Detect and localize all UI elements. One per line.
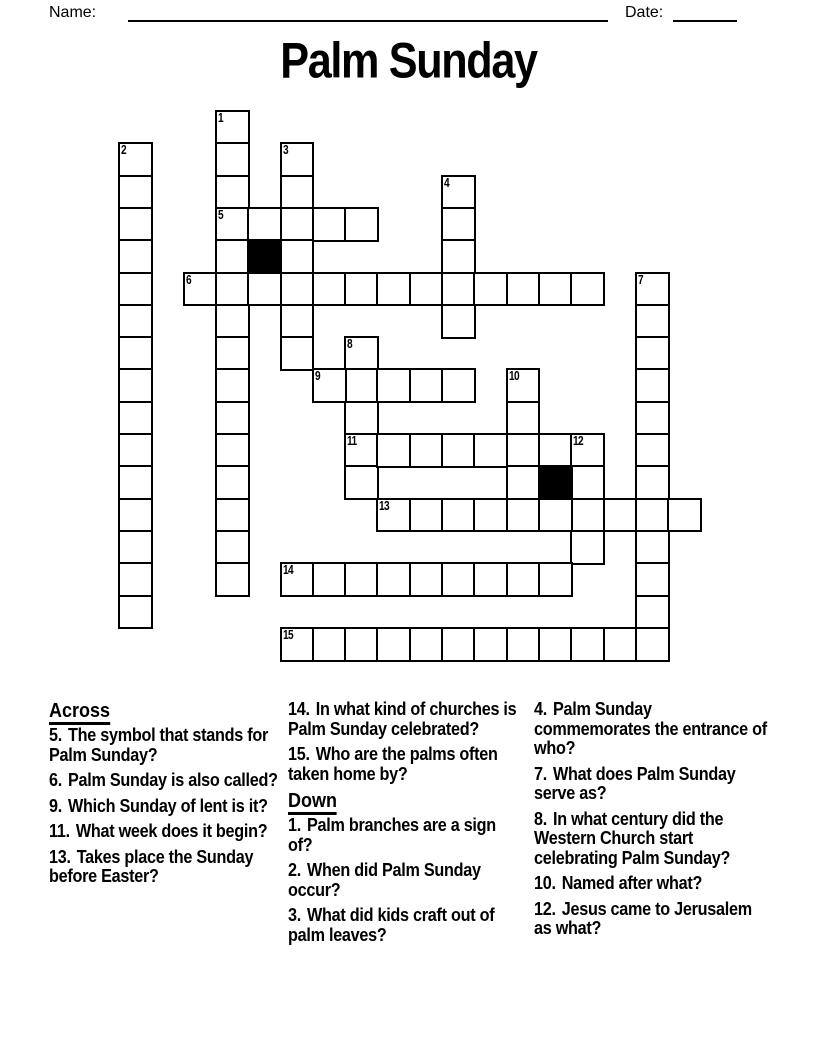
answer-cell[interactable] bbox=[118, 595, 153, 630]
answer-cell[interactable] bbox=[280, 142, 315, 177]
answer-cell[interactable] bbox=[312, 562, 347, 597]
clue: 12. Jesus came to Jerusalem as what? bbox=[534, 898, 752, 938]
answer-cell[interactable] bbox=[118, 562, 153, 597]
clue: 4. Palm Sunday commemorates the entrance of who? bbox=[534, 699, 767, 758]
answer-cell[interactable] bbox=[635, 627, 670, 662]
answer-cell[interactable] bbox=[118, 272, 153, 307]
answer-cell[interactable] bbox=[118, 498, 153, 533]
answer-cell[interactable] bbox=[344, 401, 379, 436]
clue: 3. What did kids craft out of palm leaves? bbox=[288, 905, 495, 945]
answer-cell[interactable] bbox=[506, 465, 541, 500]
answer-cell[interactable] bbox=[441, 368, 476, 403]
answer-cell[interactable] bbox=[118, 304, 153, 339]
answer-cell[interactable] bbox=[473, 498, 508, 533]
clue-number: 4. bbox=[534, 699, 547, 719]
answer-cell[interactable] bbox=[441, 272, 476, 307]
answer-cell[interactable] bbox=[280, 304, 315, 339]
answer-cell[interactable] bbox=[635, 272, 670, 307]
answer-cell[interactable] bbox=[118, 175, 153, 210]
clue-number: 14. bbox=[288, 699, 310, 719]
answer-cell[interactable] bbox=[538, 498, 573, 533]
answer-cell[interactable] bbox=[409, 272, 444, 307]
answer-cell[interactable] bbox=[635, 465, 670, 500]
name-label: Name: bbox=[49, 4, 97, 21]
answer-cell[interactable] bbox=[506, 368, 541, 403]
answer-cell[interactable] bbox=[280, 207, 315, 242]
answer-cell[interactable] bbox=[506, 433, 541, 468]
answer-cell[interactable] bbox=[538, 272, 573, 307]
clue-column-3 bbox=[534, 700, 794, 945]
answer-cell[interactable] bbox=[441, 175, 476, 210]
clue-number: 9. bbox=[49, 795, 62, 816]
cell-number: 11 bbox=[347, 433, 357, 448]
answer-cell[interactable] bbox=[344, 368, 379, 403]
clue: 7. What does Palm Sunday serve as? bbox=[534, 763, 736, 803]
answer-cell[interactable] bbox=[215, 239, 250, 274]
answer-cell[interactable] bbox=[473, 433, 508, 468]
cell-number: 2 bbox=[121, 142, 127, 158]
clue-section-heading-label: Across bbox=[49, 700, 110, 725]
clue: 2. When did Palm Sunday occur? bbox=[288, 860, 481, 900]
answer-cell[interactable] bbox=[635, 562, 670, 597]
clue-number: 1. bbox=[288, 815, 301, 835]
date-blank-line[interactable] bbox=[673, 20, 737, 22]
answer-cell[interactable] bbox=[215, 562, 250, 597]
answer-cell[interactable] bbox=[376, 433, 411, 468]
answer-cell[interactable] bbox=[506, 401, 541, 436]
cell-number: 8 bbox=[347, 336, 353, 352]
answer-cell[interactable] bbox=[215, 304, 250, 339]
answer-cell[interactable] bbox=[473, 272, 508, 307]
answer-cell[interactable] bbox=[441, 304, 476, 339]
answer-cell[interactable] bbox=[215, 207, 250, 242]
answer-cell[interactable] bbox=[312, 627, 347, 662]
crossword-grid bbox=[118, 110, 702, 662]
answer-cell[interactable] bbox=[215, 175, 250, 210]
answer-cell[interactable] bbox=[215, 530, 250, 565]
clue: 5. The symbol that stands for Palm Sunday? bbox=[49, 725, 269, 765]
answer-cell[interactable] bbox=[215, 368, 250, 403]
clue-section-heading-label: Down bbox=[288, 790, 337, 815]
clue-column-2 bbox=[288, 700, 548, 951]
clue-number: 12. bbox=[534, 898, 556, 919]
answer-cell[interactable] bbox=[183, 272, 218, 307]
answer-cell[interactable] bbox=[441, 239, 476, 274]
answer-cell[interactable] bbox=[635, 433, 670, 468]
clue: 9. Which Sunday of lent is it? bbox=[49, 795, 268, 816]
date-label: Date: bbox=[625, 4, 664, 21]
cell-number: 7 bbox=[637, 271, 643, 287]
answer-cell[interactable] bbox=[506, 562, 541, 597]
answer-cell[interactable] bbox=[506, 627, 541, 662]
answer-cell[interactable] bbox=[280, 239, 315, 274]
answer-cell[interactable] bbox=[118, 207, 153, 242]
answer-cell[interactable] bbox=[280, 175, 315, 210]
answer-cell[interactable] bbox=[441, 562, 476, 597]
answer-cell[interactable] bbox=[635, 498, 670, 533]
answer-cell[interactable] bbox=[409, 562, 444, 597]
answer-cell[interactable] bbox=[215, 433, 250, 468]
answer-cell[interactable] bbox=[215, 465, 250, 500]
clue-number: 11. bbox=[49, 821, 70, 841]
clue: 15. Who are the palms often taken home by? bbox=[288, 744, 498, 784]
answer-cell[interactable] bbox=[635, 595, 670, 630]
answer-cell[interactable] bbox=[344, 336, 379, 371]
blocked-cell bbox=[538, 465, 573, 500]
cell-number: 15 bbox=[282, 626, 293, 642]
answer-cell[interactable] bbox=[635, 368, 670, 403]
answer-cell[interactable] bbox=[376, 368, 411, 403]
answer-cell[interactable] bbox=[409, 368, 444, 403]
answer-cell[interactable] bbox=[603, 627, 638, 662]
cell-number: 4 bbox=[444, 174, 450, 190]
answer-cell[interactable] bbox=[312, 368, 347, 403]
answer-cell[interactable] bbox=[215, 110, 250, 145]
cell-number: 10 bbox=[508, 368, 519, 384]
answer-cell[interactable] bbox=[247, 272, 282, 307]
answer-cell[interactable] bbox=[506, 272, 541, 307]
answer-cell[interactable] bbox=[570, 627, 605, 662]
answer-cell[interactable] bbox=[473, 562, 508, 597]
clue-section-heading bbox=[49, 700, 283, 722]
cell-number: 3 bbox=[282, 142, 288, 158]
cell-number: 6 bbox=[185, 271, 191, 287]
answer-cell[interactable] bbox=[215, 498, 250, 533]
cell-number: 9 bbox=[314, 368, 320, 384]
clue-number: 15. bbox=[288, 744, 310, 764]
title-container bbox=[0, 34, 816, 88]
answer-cell[interactable] bbox=[280, 272, 315, 307]
answer-cell[interactable] bbox=[344, 207, 379, 242]
answer-cell[interactable] bbox=[344, 562, 379, 597]
answer-cell[interactable] bbox=[215, 272, 250, 307]
cell-number: 12 bbox=[573, 433, 584, 448]
name-blank-line[interactable] bbox=[128, 20, 608, 22]
answer-cell[interactable] bbox=[344, 627, 379, 662]
answer-cell[interactable] bbox=[312, 272, 347, 307]
answer-cell[interactable] bbox=[215, 142, 250, 177]
clue: 1. Palm branches are a sign of? bbox=[288, 815, 496, 855]
answer-cell[interactable] bbox=[118, 368, 153, 403]
clue: 6. Palm Sunday is also called? bbox=[49, 770, 278, 790]
clue: 8. In what century did the Western Church start celebrating Palm Sunday? bbox=[534, 808, 731, 868]
clue-number: 2. bbox=[288, 860, 301, 880]
clue: 10. Named after what? bbox=[534, 873, 703, 893]
answer-cell[interactable] bbox=[409, 498, 444, 533]
answer-cell[interactable] bbox=[506, 498, 541, 533]
cell-number: 14 bbox=[282, 562, 293, 578]
clue: 11. What week does it begin? bbox=[49, 821, 268, 841]
clue-number: 13. bbox=[49, 846, 71, 867]
answer-cell[interactable] bbox=[376, 498, 411, 533]
answer-cell[interactable] bbox=[280, 336, 315, 371]
answer-cell[interactable] bbox=[441, 207, 476, 242]
answer-cell[interactable] bbox=[473, 627, 508, 662]
answer-cell[interactable] bbox=[118, 433, 153, 468]
answer-cell[interactable] bbox=[344, 433, 379, 468]
answer-cell[interactable] bbox=[441, 627, 476, 662]
answer-cell[interactable] bbox=[280, 627, 315, 662]
answer-cell[interactable] bbox=[635, 304, 670, 339]
answer-cell[interactable] bbox=[215, 336, 250, 371]
clue-section-heading bbox=[288, 790, 522, 812]
cell-number: 1 bbox=[217, 110, 223, 125]
clue-number: 3. bbox=[288, 905, 301, 925]
answer-cell[interactable] bbox=[570, 433, 605, 468]
answer-cell[interactable] bbox=[538, 627, 573, 662]
answer-cell[interactable] bbox=[538, 562, 573, 597]
answer-cell[interactable] bbox=[376, 627, 411, 662]
clue-number: 7. bbox=[534, 763, 547, 784]
answer-cell[interactable] bbox=[344, 272, 379, 307]
answer-cell[interactable] bbox=[376, 562, 411, 597]
answer-cell[interactable] bbox=[570, 530, 605, 565]
clue-number: 8. bbox=[534, 808, 547, 829]
answer-cell[interactable] bbox=[312, 207, 347, 242]
clue-number: 6. bbox=[49, 770, 62, 790]
answer-cell[interactable] bbox=[441, 498, 476, 533]
answer-cell[interactable] bbox=[635, 530, 670, 565]
answer-cell[interactable] bbox=[635, 401, 670, 436]
cell-number: 13 bbox=[379, 497, 390, 513]
answer-cell[interactable] bbox=[603, 498, 638, 533]
answer-cell[interactable] bbox=[409, 627, 444, 662]
answer-cell[interactable] bbox=[376, 272, 411, 307]
answer-cell[interactable] bbox=[570, 465, 605, 500]
answer-cell[interactable] bbox=[667, 498, 702, 533]
answer-cell[interactable] bbox=[344, 465, 379, 500]
page-title: Palm Sunday bbox=[279, 34, 537, 90]
answer-cell[interactable] bbox=[441, 433, 476, 468]
clue: 14. In what kind of churches is Palm Sunday celebrated? bbox=[288, 699, 517, 739]
answer-cell[interactable] bbox=[635, 336, 670, 371]
answer-cell[interactable] bbox=[118, 465, 153, 500]
answer-cell[interactable] bbox=[570, 272, 605, 307]
answer-cell[interactable] bbox=[118, 530, 153, 565]
clue-column-1 bbox=[49, 700, 309, 893]
answer-cell[interactable] bbox=[280, 562, 315, 597]
clue-number: 10. bbox=[534, 873, 556, 893]
answer-cell[interactable] bbox=[409, 433, 444, 468]
clue-number: 5. bbox=[49, 725, 62, 745]
clue: 13. Takes place the Sunday before Easter? bbox=[49, 846, 254, 886]
answer-cell[interactable] bbox=[538, 433, 573, 468]
cell-number: 5 bbox=[217, 206, 223, 222]
answer-cell[interactable] bbox=[215, 401, 250, 436]
answer-cell[interactable] bbox=[247, 207, 282, 242]
answer-cell[interactable] bbox=[118, 336, 153, 371]
answer-cell[interactable] bbox=[118, 401, 153, 436]
answer-cell[interactable] bbox=[570, 498, 605, 533]
blocked-cell bbox=[247, 239, 282, 274]
answer-cell[interactable] bbox=[118, 142, 153, 177]
answer-cell[interactable] bbox=[118, 239, 153, 274]
